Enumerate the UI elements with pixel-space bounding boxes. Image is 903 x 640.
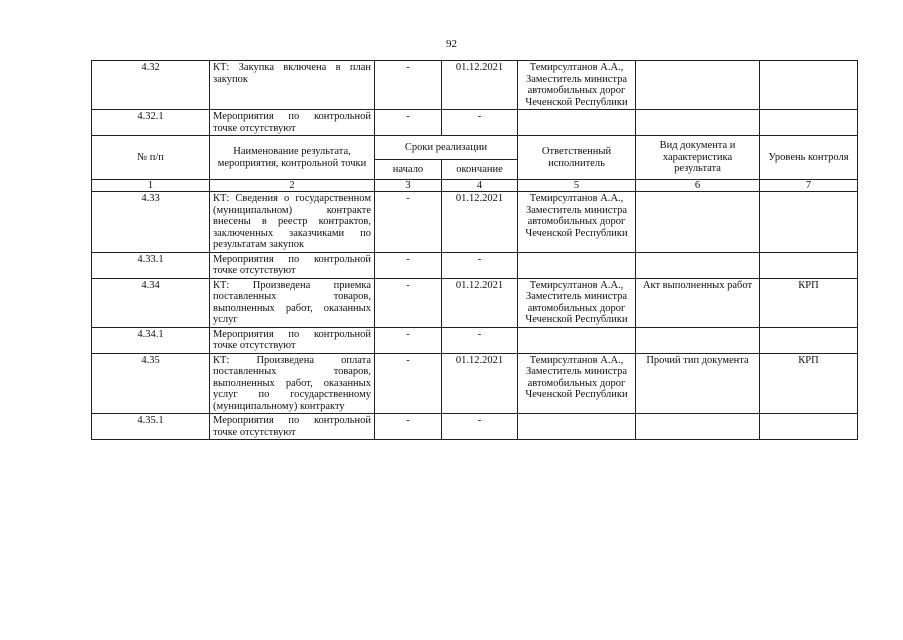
row-number: 4.35 [92,353,210,414]
column-number: 3 [375,180,442,192]
row-document [636,61,760,110]
header-level: Уровень контроля [760,136,858,180]
row-start: - [375,110,442,136]
row-end: 01.12.2021 [442,192,518,253]
row-end: 01.12.2021 [442,61,518,110]
row-responsible [518,327,636,353]
row-end: - [442,327,518,353]
row-number: 4.33 [92,192,210,253]
table-row [92,252,858,278]
row-responsible: Темирсултанов А.А., Заместитель министра автомобильных дорог Чеченской Республики [518,61,636,110]
row-document: Прочий тип документа [636,353,760,414]
column-number: 2 [210,180,375,192]
header-doc: Вид документа и характеристика результата [636,136,760,180]
table-row [92,192,858,253]
row-level [760,61,858,110]
header-num: № п/п [92,136,210,180]
row-level: КРП [760,278,858,327]
column-number: 6 [636,180,760,192]
row-number: 4.32 [92,61,210,110]
row-document [636,414,760,440]
row-number: 4.33.1 [92,252,210,278]
row-responsible [518,110,636,136]
column-number: 7 [760,180,858,192]
row-name: КТ: Произведена оплата поставленных товаров, выполненных работ, оказанных услуг по государственному (муниципальному) контракту [210,353,375,414]
row-responsible [518,252,636,278]
row-level [760,252,858,278]
row-document [636,327,760,353]
row-name: Мероприятия по контрольной точке отсутствуют [210,110,375,136]
row-responsible: Темирсултанов А.А., Заместитель министра автомобильных дорог Чеченской Республики [518,278,636,327]
row-end: - [442,252,518,278]
table-row [92,414,858,440]
row-name: Мероприятия по контрольной точке отсутствуют [210,327,375,353]
page-number: 92 [446,38,457,50]
table-header [92,136,858,180]
table-row [92,110,858,136]
row-start: - [375,252,442,278]
row-name: Мероприятия по контрольной точке отсутствуют [210,414,375,440]
row-level [760,327,858,353]
row-name: Мероприятия по контрольной точке отсутствуют [210,252,375,278]
row-name: КТ: Закупка включена в план закупок [210,61,375,110]
header-start: начало [375,160,442,180]
row-document [636,110,760,136]
table-row [92,61,858,110]
row-document [636,252,760,278]
row-name: КТ: Произведена приемка поставленных товаров, выполненных работ, оказанных услуг [210,278,375,327]
row-responsible: Темирсултанов А.А., Заместитель министра автомобильных дорог Чеченской Республики [518,353,636,414]
row-document [636,192,760,253]
header-terms: Сроки реализации [375,136,518,160]
row-start: - [375,192,442,253]
row-start: - [375,61,442,110]
row-end: 01.12.2021 [442,353,518,414]
row-number: 4.34 [92,278,210,327]
table-row [92,278,858,327]
row-end: - [442,414,518,440]
table-row [92,353,858,414]
header-name: Наименование результата, мероприятия, контрольной точки [210,136,375,180]
table-body-top [92,61,858,136]
row-level: КРП [760,353,858,414]
column-number: 4 [442,180,518,192]
row-number: 4.34.1 [92,327,210,353]
column-number: 1 [92,180,210,192]
row-level [760,192,858,253]
row-start: - [375,353,442,414]
row-responsible [518,414,636,440]
row-number: 4.32.1 [92,110,210,136]
table-body-bottom [92,192,858,440]
row-level [760,110,858,136]
row-start: - [375,327,442,353]
row-end: 01.12.2021 [442,278,518,327]
row-responsible: Темирсултанов А.А., Заместитель министра автомобильных дорог Чеченской Республики [518,192,636,253]
control-points-table [91,60,858,440]
row-level [760,414,858,440]
table-row [92,327,858,353]
row-number: 4.35.1 [92,414,210,440]
column-numbers [92,180,858,192]
row-document: Акт выполненных работ [636,278,760,327]
row-start: - [375,414,442,440]
header-responsible: Ответственный исполнитель [518,136,636,180]
row-name: КТ: Сведения о государственном (муниципальном) контракте внесены в реестр контрактов, заключенных заказчиками по результатам закупок [210,192,375,253]
header-end: окончание [442,160,518,180]
column-number: 5 [518,180,636,192]
row-end: - [442,110,518,136]
row-start: - [375,278,442,327]
